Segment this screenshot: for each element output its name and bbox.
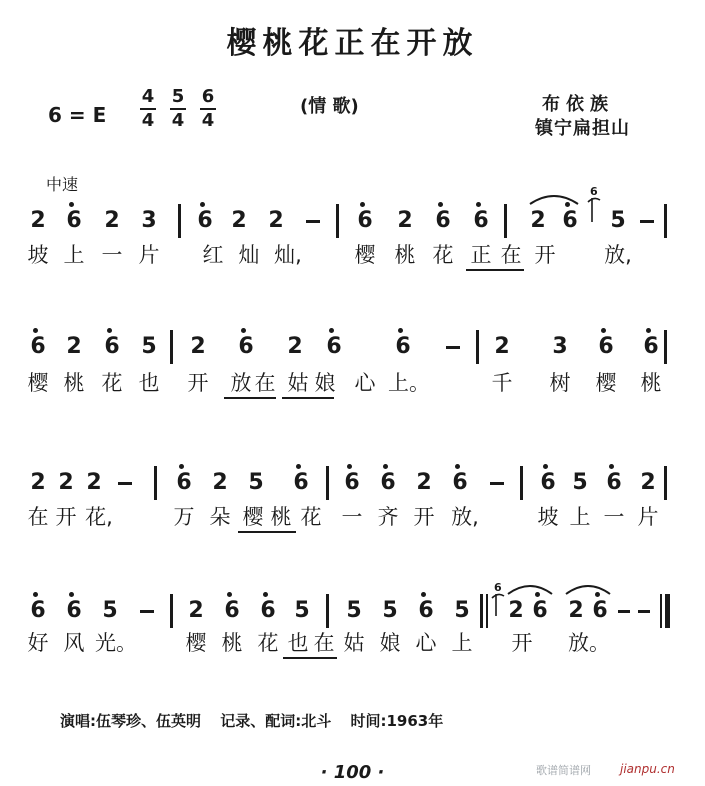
note: 2 [640,470,656,495]
note: 6 [326,334,342,359]
note: 2 [212,470,228,495]
lyric: 姑 [343,631,365,655]
meter-6-4 [200,88,216,130]
bar-line [520,466,523,500]
high-octave-dot [360,202,365,207]
credits [60,710,457,731]
note: 2 [188,598,204,623]
lyric-row-2 [0,368,705,398]
lyric: 花 [300,505,322,529]
note: 3 [552,334,568,359]
lyric: 娘 [314,371,336,395]
sustain-dash [490,482,504,485]
bar-line [664,466,667,500]
note: 6 [66,208,82,233]
lyric: 好 [27,631,49,655]
lyric: 也 [287,631,309,655]
note: 2 [397,208,413,233]
bar-line [480,594,483,628]
date-credit: 时间:1963年 [350,712,444,730]
note: 6 [435,208,451,233]
note: 6 [562,208,578,233]
melisma-underline [283,657,337,659]
high-octave-dot [227,592,232,597]
high-octave-dot [455,464,460,469]
note: 2 [190,334,206,359]
meter-top: 5 [171,86,185,107]
note: 6 [380,470,396,495]
lyric: 花, [85,505,113,529]
lyric: 坡 [537,505,559,529]
note: 2 [104,208,120,233]
sustain-dash [640,220,654,223]
watermark: 歌谱简谱网 [536,764,591,777]
high-octave-dot [107,328,112,333]
note: 2 [530,208,546,233]
meter-bottom: 4 [141,110,155,131]
lyric: 开 [534,243,556,267]
lyric: 心 [354,371,376,395]
melisma-underline [224,397,276,399]
note: 2 [287,334,303,359]
notation-row-2 [0,330,705,364]
note: 5 [294,598,310,623]
bar-line [154,466,157,500]
lyric: 在 [313,631,335,655]
note: 6 [293,470,309,495]
note: 2 [86,470,102,495]
bar-line [664,204,667,238]
lyric: 正 [470,243,492,267]
meter-top: 6 [201,86,215,107]
note: 6 [197,208,213,233]
bar-line [326,594,329,628]
lyric: 花 [101,371,123,395]
note: 6 [66,598,82,623]
high-octave-dot [263,592,268,597]
lyric: 也 [138,371,160,395]
lyric: 桃 [221,631,243,655]
note: 2 [568,598,584,623]
note: 6 [598,334,614,359]
lyric: 在 [27,505,49,529]
high-octave-dot [383,464,388,469]
grace-slur-icon [586,196,604,226]
notation-row-4 [0,581,705,628]
lyric: 万 [173,505,195,529]
grace-note: 6 [590,185,598,198]
lyric: 姑 [287,371,309,395]
recorder-credit: 记录、配词:北斗 [220,712,332,730]
note: 6 [176,470,192,495]
time-signatures [140,88,216,130]
sustain-dash [618,610,630,613]
lyric: 上 [63,243,85,267]
note: 5 [382,598,398,623]
lyric: 花 [432,243,454,267]
lyric: 千 [491,371,513,395]
high-octave-dot [609,464,614,469]
lyric: 树 [549,371,571,395]
lyric: 齐 [377,505,399,529]
lyric: 灿, [274,243,302,267]
high-octave-dot [200,202,205,207]
note: 2 [268,208,284,233]
lyric: 开 [187,371,209,395]
lyric: 灿 [238,243,260,267]
bar-line [504,204,507,238]
slur-icon [506,582,554,596]
bar-line [178,204,181,238]
grace-note: 6 [494,581,502,594]
lyric: 放 [230,371,252,395]
note: 6 [395,334,411,359]
note: 2 [58,470,74,495]
note: 2 [66,334,82,359]
bar-line [170,594,173,628]
genre-label: (情 歌) [300,96,359,117]
final-bar-line-thick [665,594,670,628]
high-octave-dot [601,328,606,333]
note: 6 [606,470,622,495]
sustain-dash [638,610,650,613]
note: 5 [248,470,264,495]
lyric: 樱 [595,371,617,395]
key-signature: 6 = E [48,103,107,127]
lyric: 娘 [379,631,401,655]
note: 5 [454,598,470,623]
high-octave-dot [543,464,548,469]
lyric: 心 [415,631,437,655]
lyric-row-1 [0,240,705,270]
lyric: 朵 [209,505,231,529]
lyric: 上。 [388,371,430,395]
bar-line [326,466,329,500]
high-octave-dot [241,328,246,333]
slur-icon [528,192,580,206]
meter-5-4 [170,88,186,130]
tempo-marking: 中速 [46,175,79,194]
song-title: 樱桃花正在开放 [226,26,479,61]
high-octave-dot [33,328,38,333]
note: 6 [224,598,240,623]
lyric: 放, [451,505,479,529]
lyric: 片 [637,505,659,529]
final-bar-line [660,594,662,628]
note: 5 [102,598,118,623]
lyric: 开 [413,505,435,529]
note: 2 [30,208,46,233]
note: 6 [357,208,373,233]
note: 2 [30,470,46,495]
lyric: 开 [511,631,533,655]
note: 6 [643,334,659,359]
lyric: 樱 [242,505,264,529]
bar-line [486,594,488,628]
melisma-underline [466,269,524,271]
melisma-underline [238,531,296,533]
ethnic-group: 布依族 [542,94,614,115]
high-octave-dot [296,464,301,469]
note: 6 [452,470,468,495]
high-octave-dot [476,202,481,207]
lyric: 桃 [640,371,662,395]
high-octave-dot [646,328,651,333]
notation-row-3 [0,466,705,500]
note: 6 [238,334,254,359]
lyric-row-4 [0,628,705,658]
high-octave-dot [347,464,352,469]
lyric: 放。 [568,631,610,655]
grace-slur-icon [490,592,506,620]
lyric: 开 [55,505,77,529]
watermark-url: jianpu.cn [620,762,675,776]
sustain-dash [140,610,154,613]
lyric: 樱 [354,243,376,267]
lyric: 光。 [95,631,137,655]
lyric: 桃 [63,371,85,395]
lyric: 花 [257,631,279,655]
high-octave-dot [438,202,443,207]
note: 6 [473,208,489,233]
sustain-dash [118,482,132,485]
lyric: 桃 [270,505,292,529]
meter-top: 4 [141,86,155,107]
page-number: · 100 · [320,762,385,783]
note: 5 [141,334,157,359]
note: 2 [231,208,247,233]
lyric: 坡 [27,243,49,267]
lyric: 上 [451,631,473,655]
note: 6 [532,598,548,623]
meter-bottom: 4 [201,110,215,131]
bar-line [170,330,173,364]
note: 6 [260,598,276,623]
lyric: 樱 [185,631,207,655]
note: 5 [610,208,626,233]
lyric: 在 [500,243,522,267]
sustain-dash [446,346,460,349]
high-octave-dot [69,202,74,207]
note: 6 [540,470,556,495]
singer-credit: 演唱:伍琴珍、伍英明 [60,712,201,730]
origin-place: 镇宁扁担山 [535,118,630,139]
lyric: 片 [138,243,160,267]
melisma-underline [282,397,334,399]
note: 6 [344,470,360,495]
lyric: 一 [341,505,363,529]
meter-bottom: 4 [171,110,185,131]
lyric-row-3 [0,502,705,532]
note: 6 [30,598,46,623]
bar-line [664,330,667,364]
note: 3 [141,208,157,233]
notation-row-1 [0,185,705,238]
slur-icon [564,582,612,596]
lyric: 风 [63,631,85,655]
sustain-dash [306,220,320,223]
lyric: 在 [254,371,276,395]
note: 2 [416,470,432,495]
note: 6 [418,598,434,623]
high-octave-dot [398,328,403,333]
high-octave-dot [69,592,74,597]
lyric: 放, [604,243,632,267]
note: 2 [494,334,510,359]
lyric: 上 [569,505,591,529]
note: 5 [572,470,588,495]
note: 6 [30,334,46,359]
lyric: 一 [603,505,625,529]
note: 2 [508,598,524,623]
lyric: 桃 [394,243,416,267]
high-octave-dot [421,592,426,597]
bar-line [476,330,479,364]
lyric: 一 [101,243,123,267]
high-octave-dot [329,328,334,333]
note: 6 [104,334,120,359]
note: 6 [592,598,608,623]
high-octave-dot [33,592,38,597]
lyric: 红 [202,243,224,267]
high-octave-dot [179,464,184,469]
lyric: 樱 [27,371,49,395]
note: 5 [346,598,362,623]
meter-4-4 [140,88,156,130]
bar-line [336,204,339,238]
